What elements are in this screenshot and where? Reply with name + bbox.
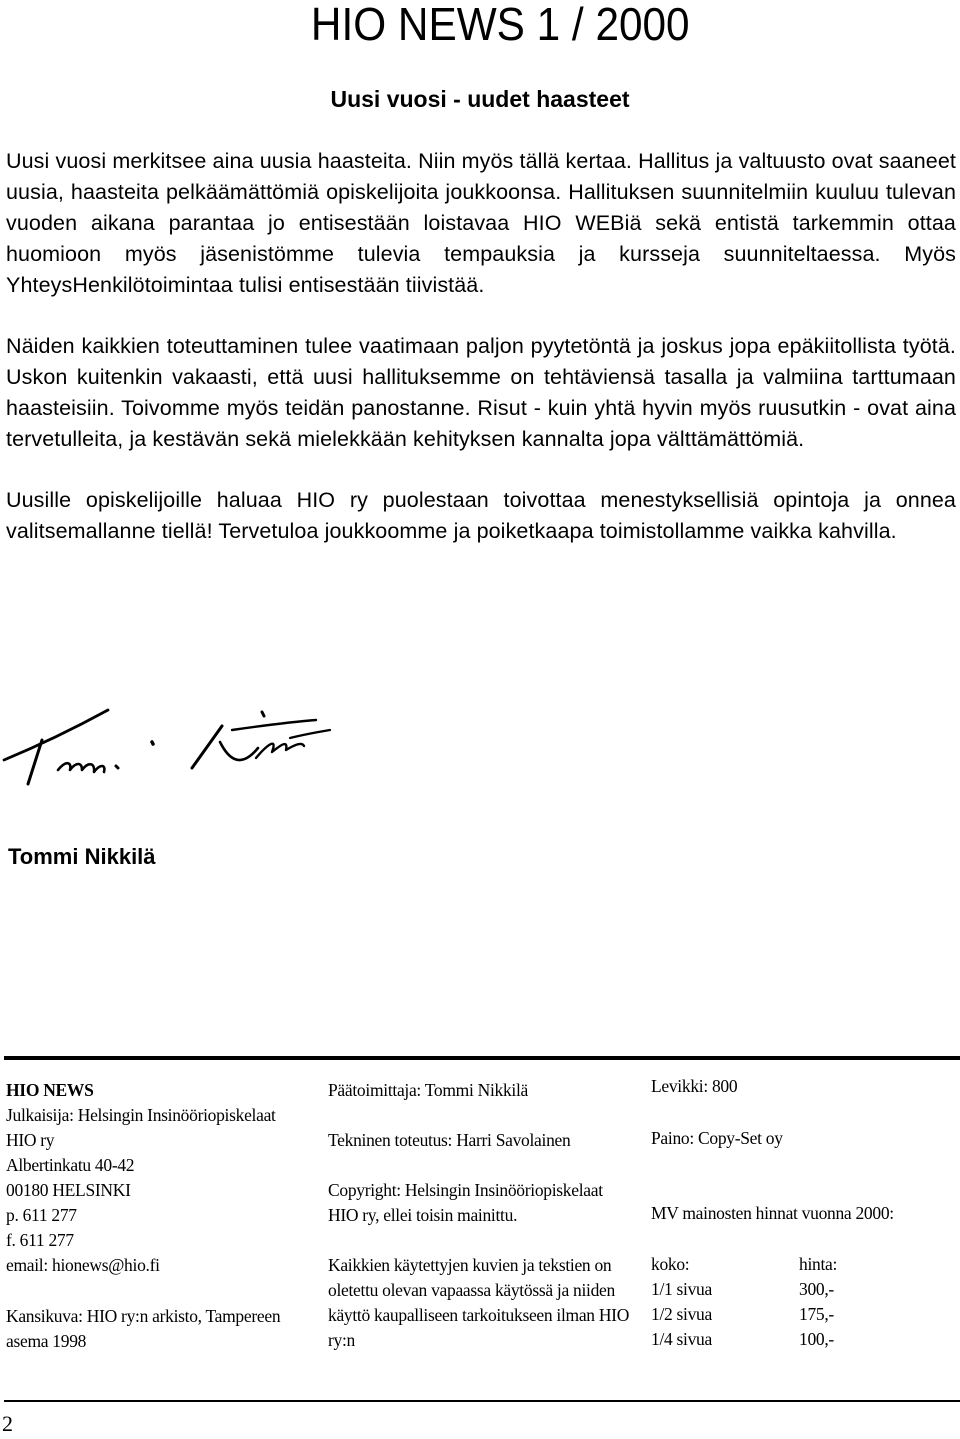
table-cell: 1/2 sivua xyxy=(651,1304,712,1324)
address-city: 00180 HELSINKI xyxy=(6,1180,131,1200)
article-headline: Uusi vuosi - uudet haasteet xyxy=(330,86,630,112)
ad-price-table xyxy=(651,1252,837,1352)
table-row xyxy=(651,1277,837,1302)
table-row xyxy=(651,1302,837,1327)
print-line: Paino: Copy-Set oy xyxy=(651,1128,783,1148)
article-paragraph: Näiden kaikkien toteuttaminen tulee vaatimaan paljon pyytetöntä ja joskus jopa epäkiitollista työtä. Uskon kuitenkin vakaasti, että uusi hallituksemme on tehtäviensä tasalla ja valmiina tarttumaan haasteisiin. Toivomme myös teidän panostanne. Risut - kuin yhtä hyvin myös ruusutkin - ovat aina tervetulleita, ja kestävän sekä mielekkään kehityksen kannalta jopa välttämättömiä. xyxy=(6,334,956,451)
copyright-line: Copyright: Helsingin Insinööriopiskelaat HIO ry, ellei toisin mainittu. xyxy=(328,1180,603,1225)
footer-rule xyxy=(4,1400,960,1402)
imprint-column-contact xyxy=(6,1078,306,1354)
table-header: hinta: xyxy=(799,1254,838,1274)
table-cell: 100,- xyxy=(799,1329,834,1349)
table-cell: 175,- xyxy=(799,1304,834,1324)
table-row xyxy=(651,1327,837,1352)
technical-line: Tekninen toteutus: Harri Savolainen xyxy=(328,1130,571,1150)
article-paragraph: Uusille opiskelijoille haluaa HIO ry puolestaan toivottaa menestyksellisiä opintoja ja onnea valitsemallanne tiellä! Tervetuloa joukkoomme ja poiketkaapa toimistollamme vaikka kahvilla. xyxy=(6,488,956,543)
article-paragraph: Uusi vuosi merkitsee aina uusia haasteita. Niin myös tällä kertaa. Hallitus ja valtuusto ovat saaneet uusia, haasteita pelkäämättömiä opiskelijoita joukkoonsa. Hallituksen suunnitelmiin kuuluu tulevan vuoden aikana parantaa jo entisestään loistavaa HIO WEBiä sekä entistä tarkemmin ottaa huomioon myös jäsenistömme tulevia tempauksia ja kursseja suunniteltaessa. Myös YhteysHenkilötoimintaa tulisi entisestään tiivistää. xyxy=(6,149,956,297)
email-line: email: hionews@hio.fi xyxy=(6,1255,160,1275)
table-header: koko: xyxy=(651,1254,690,1274)
fax-line: f. 611 277 xyxy=(6,1230,74,1250)
table-cell: 1/1 sivua xyxy=(651,1279,712,1299)
imprint-column-ads xyxy=(651,1074,956,1352)
author-name: Tommi Nikkilä xyxy=(8,844,156,869)
page-number: 2 xyxy=(2,1411,13,1436)
license-line: Kaikkien käytettyjen kuvien ja tekstien on oletettu olevan vapaassa käytössä ja niiden käyttö kaupalliseen tarkoitukseen ilman HIO ry:n xyxy=(328,1255,630,1350)
signature-graphic xyxy=(0,700,340,800)
phone-line: p. 611 277 xyxy=(6,1205,77,1225)
imprint-top-rule xyxy=(4,1056,960,1060)
handwritten-signature xyxy=(0,700,340,805)
publication-name: HIO NEWS xyxy=(6,1080,94,1100)
cover-credit: Kansikuva: HIO ry:n arkisto, Tampereen asema 1998 xyxy=(6,1306,281,1351)
imprint-column-editorial xyxy=(328,1078,633,1353)
table-cell: 300,- xyxy=(799,1279,834,1299)
table-cell: 1/4 sivua xyxy=(651,1329,712,1349)
masthead-title: HIO NEWS 1 / 2000 xyxy=(311,0,690,50)
table-header-row xyxy=(651,1252,837,1277)
ad-prices-title: MV mainosten hinnat vuonna 2000: xyxy=(651,1203,894,1223)
circulation-line: Levikki: 800 xyxy=(651,1076,738,1096)
article-body xyxy=(6,146,956,577)
publisher-line: Julkaisija: Helsingin Insinööriopiskelaat HIO ry xyxy=(6,1105,276,1150)
address-street: Albertinkatu 40-42 xyxy=(6,1155,135,1175)
editor-line: Päätoimittaja: Tommi Nikkilä xyxy=(328,1080,529,1100)
